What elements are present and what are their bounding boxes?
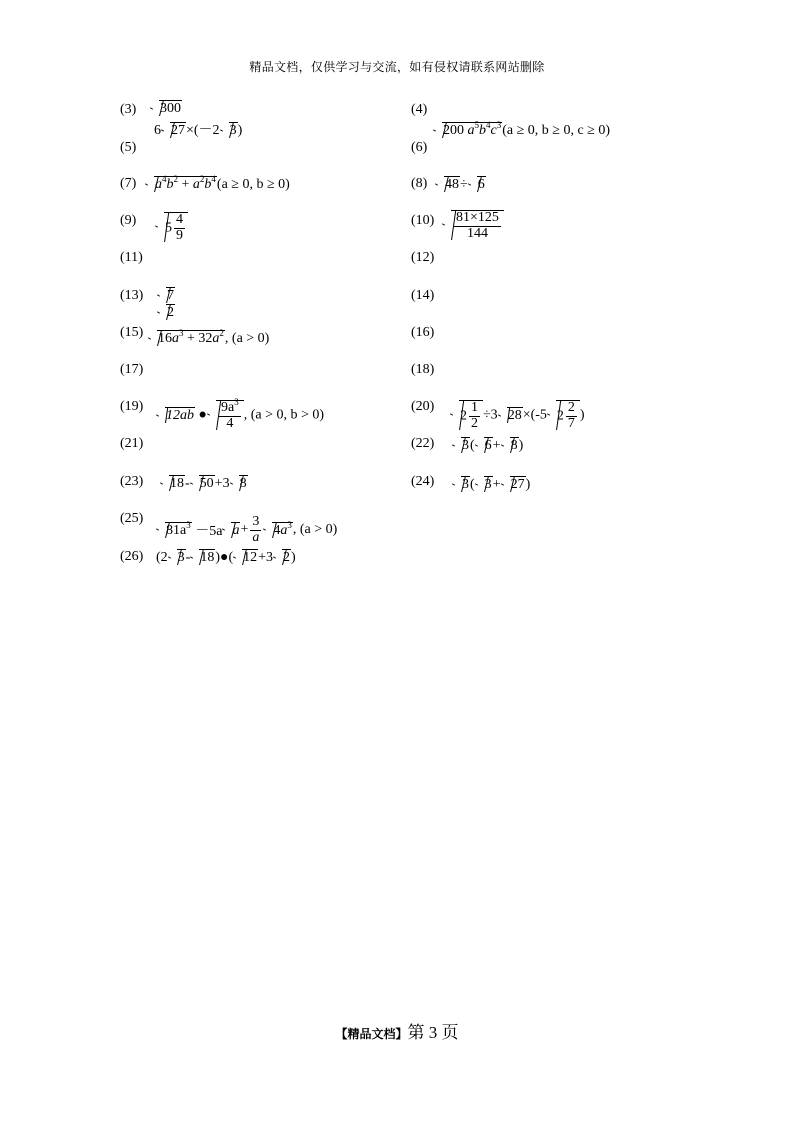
problem-label: (17) (120, 362, 144, 377)
problem-label: (12) (411, 250, 435, 265)
problem-label: (15) (120, 325, 144, 340)
problem-label: (4) (411, 102, 428, 117)
footer-tag: 【精品文档】 (335, 1027, 408, 1041)
expr-10: $\frac{81\times 125}{144}$ (442, 210, 504, 241)
expr-24: 3( 3+ 27) (452, 476, 530, 493)
problem-label: (7) (120, 176, 137, 191)
page-footer (0, 1018, 794, 1043)
problem-label: (8) (411, 176, 428, 191)
expr-9: 5 $\frac{4}{9}$ (155, 212, 188, 243)
expr-23: 18- 50+3 8 (160, 475, 248, 492)
problem-label: (19) (120, 399, 144, 414)
watermark-header: 精品文档，仅供学习与交流，如有侵权请联系网站删除 (249, 60, 545, 74)
problem-label: (13) (120, 288, 144, 303)
problem-label: (5) (120, 140, 137, 155)
problem-label: (20) (411, 399, 435, 414)
problem-label: (26) (120, 549, 144, 564)
expr-8: 48÷ 6 (435, 176, 486, 193)
problem-label: (23) (120, 474, 144, 489)
expr-22: 3( 6+ 8) (452, 437, 523, 454)
expr-20: 2 $\frac{1}{2}$ ÷3 28×(-5 2 $\frac{2}{7}$ ) (450, 400, 585, 431)
expr-5: 6 27×(－2 3) (154, 123, 243, 138)
problem-label: (18) (411, 362, 435, 377)
problem-label: (21) (120, 436, 144, 451)
problem-label: (9) (120, 213, 137, 228)
problem-label: (3) (120, 102, 137, 117)
expr-3: 300 (150, 100, 182, 117)
expr-15: $16a^3 + 32a^2$, (a > 0) (148, 330, 269, 347)
problem-label: (6) (411, 140, 428, 155)
expr-19: 12ab ● $\frac{9a^3}{4}$ , (a > 0, b > 0) (156, 400, 324, 431)
problem-label: (22) (411, 436, 435, 451)
expr-6: 200 $a^5b^4c^3(a \ge 0$, b ≥ 0, c ≥ 0) (433, 122, 610, 139)
problem-label: (10) (411, 213, 435, 228)
expr-13: 7 2 (155, 287, 177, 321)
expr-26: (2 3- 18)●( 12+3 2) (156, 550, 296, 565)
expr-7: $a^4b^2 + a^2b^4(a \ge 0$, b ≥ 0) (145, 176, 290, 193)
expr-25: $81a^3 -5a$ a+ $\frac{3}{a}$ $4a^3$, (a > 0) (156, 515, 337, 545)
problem-label: (14) (411, 288, 435, 303)
problem-label: (16) (411, 325, 435, 340)
problem-label: (24) (411, 474, 435, 489)
problem-label: (25) (120, 511, 144, 526)
page-number: 第 3 页 (407, 1023, 459, 1042)
problem-label: (11) (120, 250, 143, 265)
